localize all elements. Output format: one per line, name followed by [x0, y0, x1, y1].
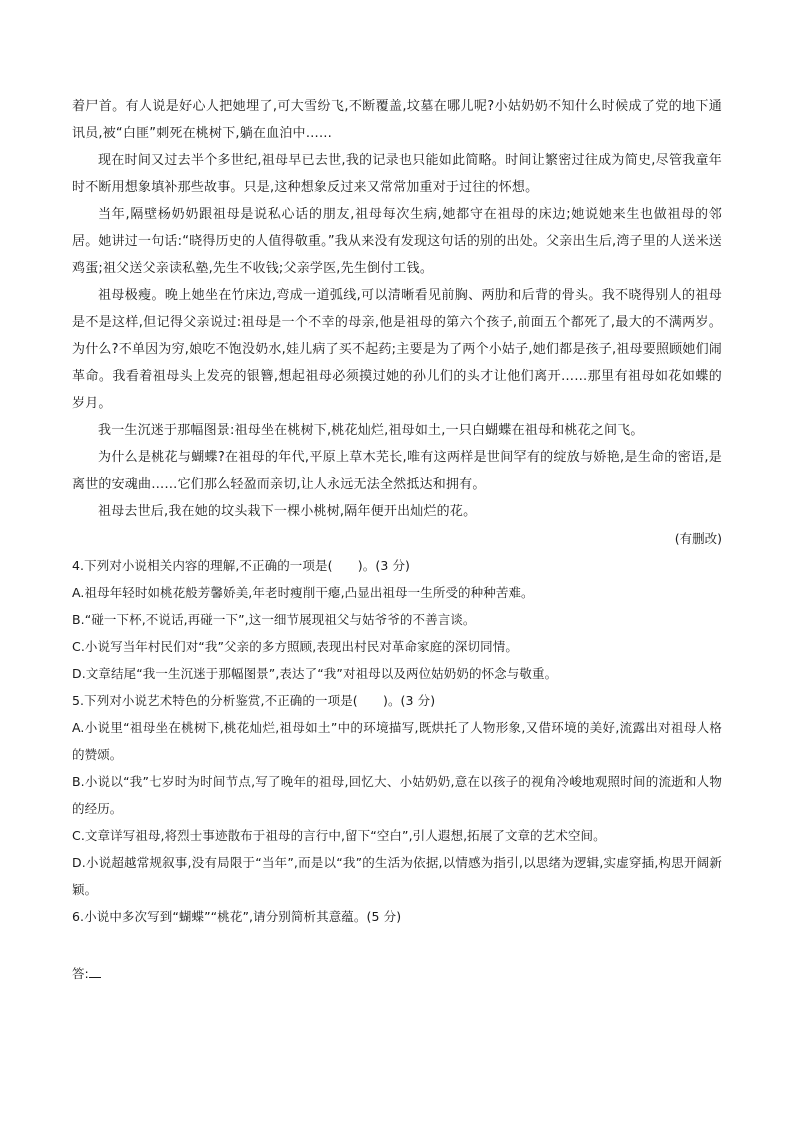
question-6 [72, 903, 722, 930]
passage-paragraph-2: 现在时间又过去半个多世纪,祖母早已去世,我的记录也只能如此简略。时间让繁密过往成为简史,尽管我童年时不断用想象填补那些故事。只是,这种想象反过来又常常加重对于过往的怀想。 [72, 153, 722, 195]
passage-paragraph-5: 我一生沉迷于那幅图景:祖母坐在桃树下,桃花灿烂,祖母如土,一只白蝴蝶在祖母和桃花之间飞。 [98, 423, 644, 438]
passage-paragraph-1: 着尸首。有人说是好心人把她埋了,可大雪纷飞,不断覆盖,坟墓在哪儿呢?小姑奶奶不知什么时候成了党的地下通讯员,被“白匪”刺死在桃树下,躺在血泊中…… [72, 99, 722, 141]
question-4-stem: 4.下列对小说相关内容的理解,不正确的一项是( )。(3 分) [72, 558, 411, 573]
question-4-option-b: B.“碰一下杯,不说话,再碰一下”,这一细节展现祖父与姑爷爷的不善言谈。 [72, 612, 476, 627]
question-4 [72, 552, 722, 687]
answer-label: 答: [72, 966, 89, 981]
passage-paragraph-4: 祖母极瘦。晚上她坐在竹床边,弯成一道弧线,可以清晰看见前胸、两肋和后背的骨头。我不晓得别人的祖母是不是这样,但记得父亲说过:祖母是一个不幸的母亲,他是祖母的第六个孩子,前面五个都死了,最大的不满两岁。为什么?不单因为穷,娘吃不饱没奶水,娃儿病了买不起药;主要是为了两个小姑子,她们都是孩子,祖母要照顾她们闹革命。我看着祖母头上发亮的银簪,想起祖母必须摸过她的孙儿们的头才让他们离开……那里有祖母如花如蝶的岁月。 [72, 288, 722, 411]
question-4-option-a: A.祖母年轻时如桃花般芳馨娇美,年老时瘦削干瘪,凸显出祖母一生所受的种种苦难。 [72, 585, 534, 600]
question-5-option-b: B.小说以“我”七岁时为时间节点,写了晚年的祖母,回忆大、小姑奶奶,意在以孩子的视角冷峻地观照时间的流逝和人物的经历。 [72, 774, 722, 816]
exam-page [72, 93, 722, 987]
question-5 [72, 687, 722, 903]
question-4-option-c: C.小说写当年村民们对“我”父亲的多方照顾,表现出村民对革命家庭的深切同情。 [72, 639, 518, 654]
answer-blank-line[interactable] [89, 963, 101, 978]
question-5-option-c: C.文章详写祖母,将烈士事迹散布于祖母的言行中,留下“空白”,引人遐想,拓展了文章的艺术空间。 [72, 828, 606, 843]
passage-source-note: (有删改) [674, 531, 722, 546]
passage-paragraph-3: 当年,隔壁杨奶奶跟祖母是说私心话的朋友,祖母每次生病,她都守在祖母的床边;她说她来生也做祖母的邻居。她讲过一句话:“晓得历史的人值得敬重。”我从来没有发现这句话的别的出处。父亲出生后,湾子里的人送米送鸡蛋;祖父送父亲读私塾,先生不收钱;父亲学医,先生倒付工钱。 [72, 207, 722, 276]
answer-area [72, 960, 722, 987]
passage-paragraph-6: 为什么是桃花与蝴蝶?在祖母的年代,平原上草木芜长,唯有这两样是世间罕有的绽放与娇艳,是生命的密语,是离世的安魂曲……它们那么轻盈而亲切,让人永远无法全然抵达和拥有。 [72, 450, 722, 492]
question-5-option-a: A.小说里“祖母坐在桃树下,桃花灿烂,祖母如土”中的环境描写,既烘托了人物形象,又借环境的美好,流露出对祖母人格的赞颂。 [72, 720, 722, 762]
passage-paragraph-7: 祖母去世后,我在她的坟头栽下一棵小桃树,隔年便开出灿烂的花。 [98, 504, 477, 519]
question-5-stem: 5.下列对小说艺术特色的分析鉴赏,不正确的一项是( )。(3 分) [72, 693, 436, 708]
question-5-option-d: D.小说超越常规叙事,没有局限于“当年”,而是以“我”的生活为依据,以情感为指引,以思绪为逻辑,实虚穿插,构思开阔新颖。 [72, 855, 722, 897]
question-6-stem: 6.小说中多次写到“蝴蝶”“桃花”,请分别简析其意蕴。(5 分) [72, 909, 402, 924]
question-4-option-d: D.文章结尾“我一生沉迷于那幅图景”,表达了“我”对祖母以及两位姑奶奶的怀念与敬重。 [72, 666, 558, 681]
